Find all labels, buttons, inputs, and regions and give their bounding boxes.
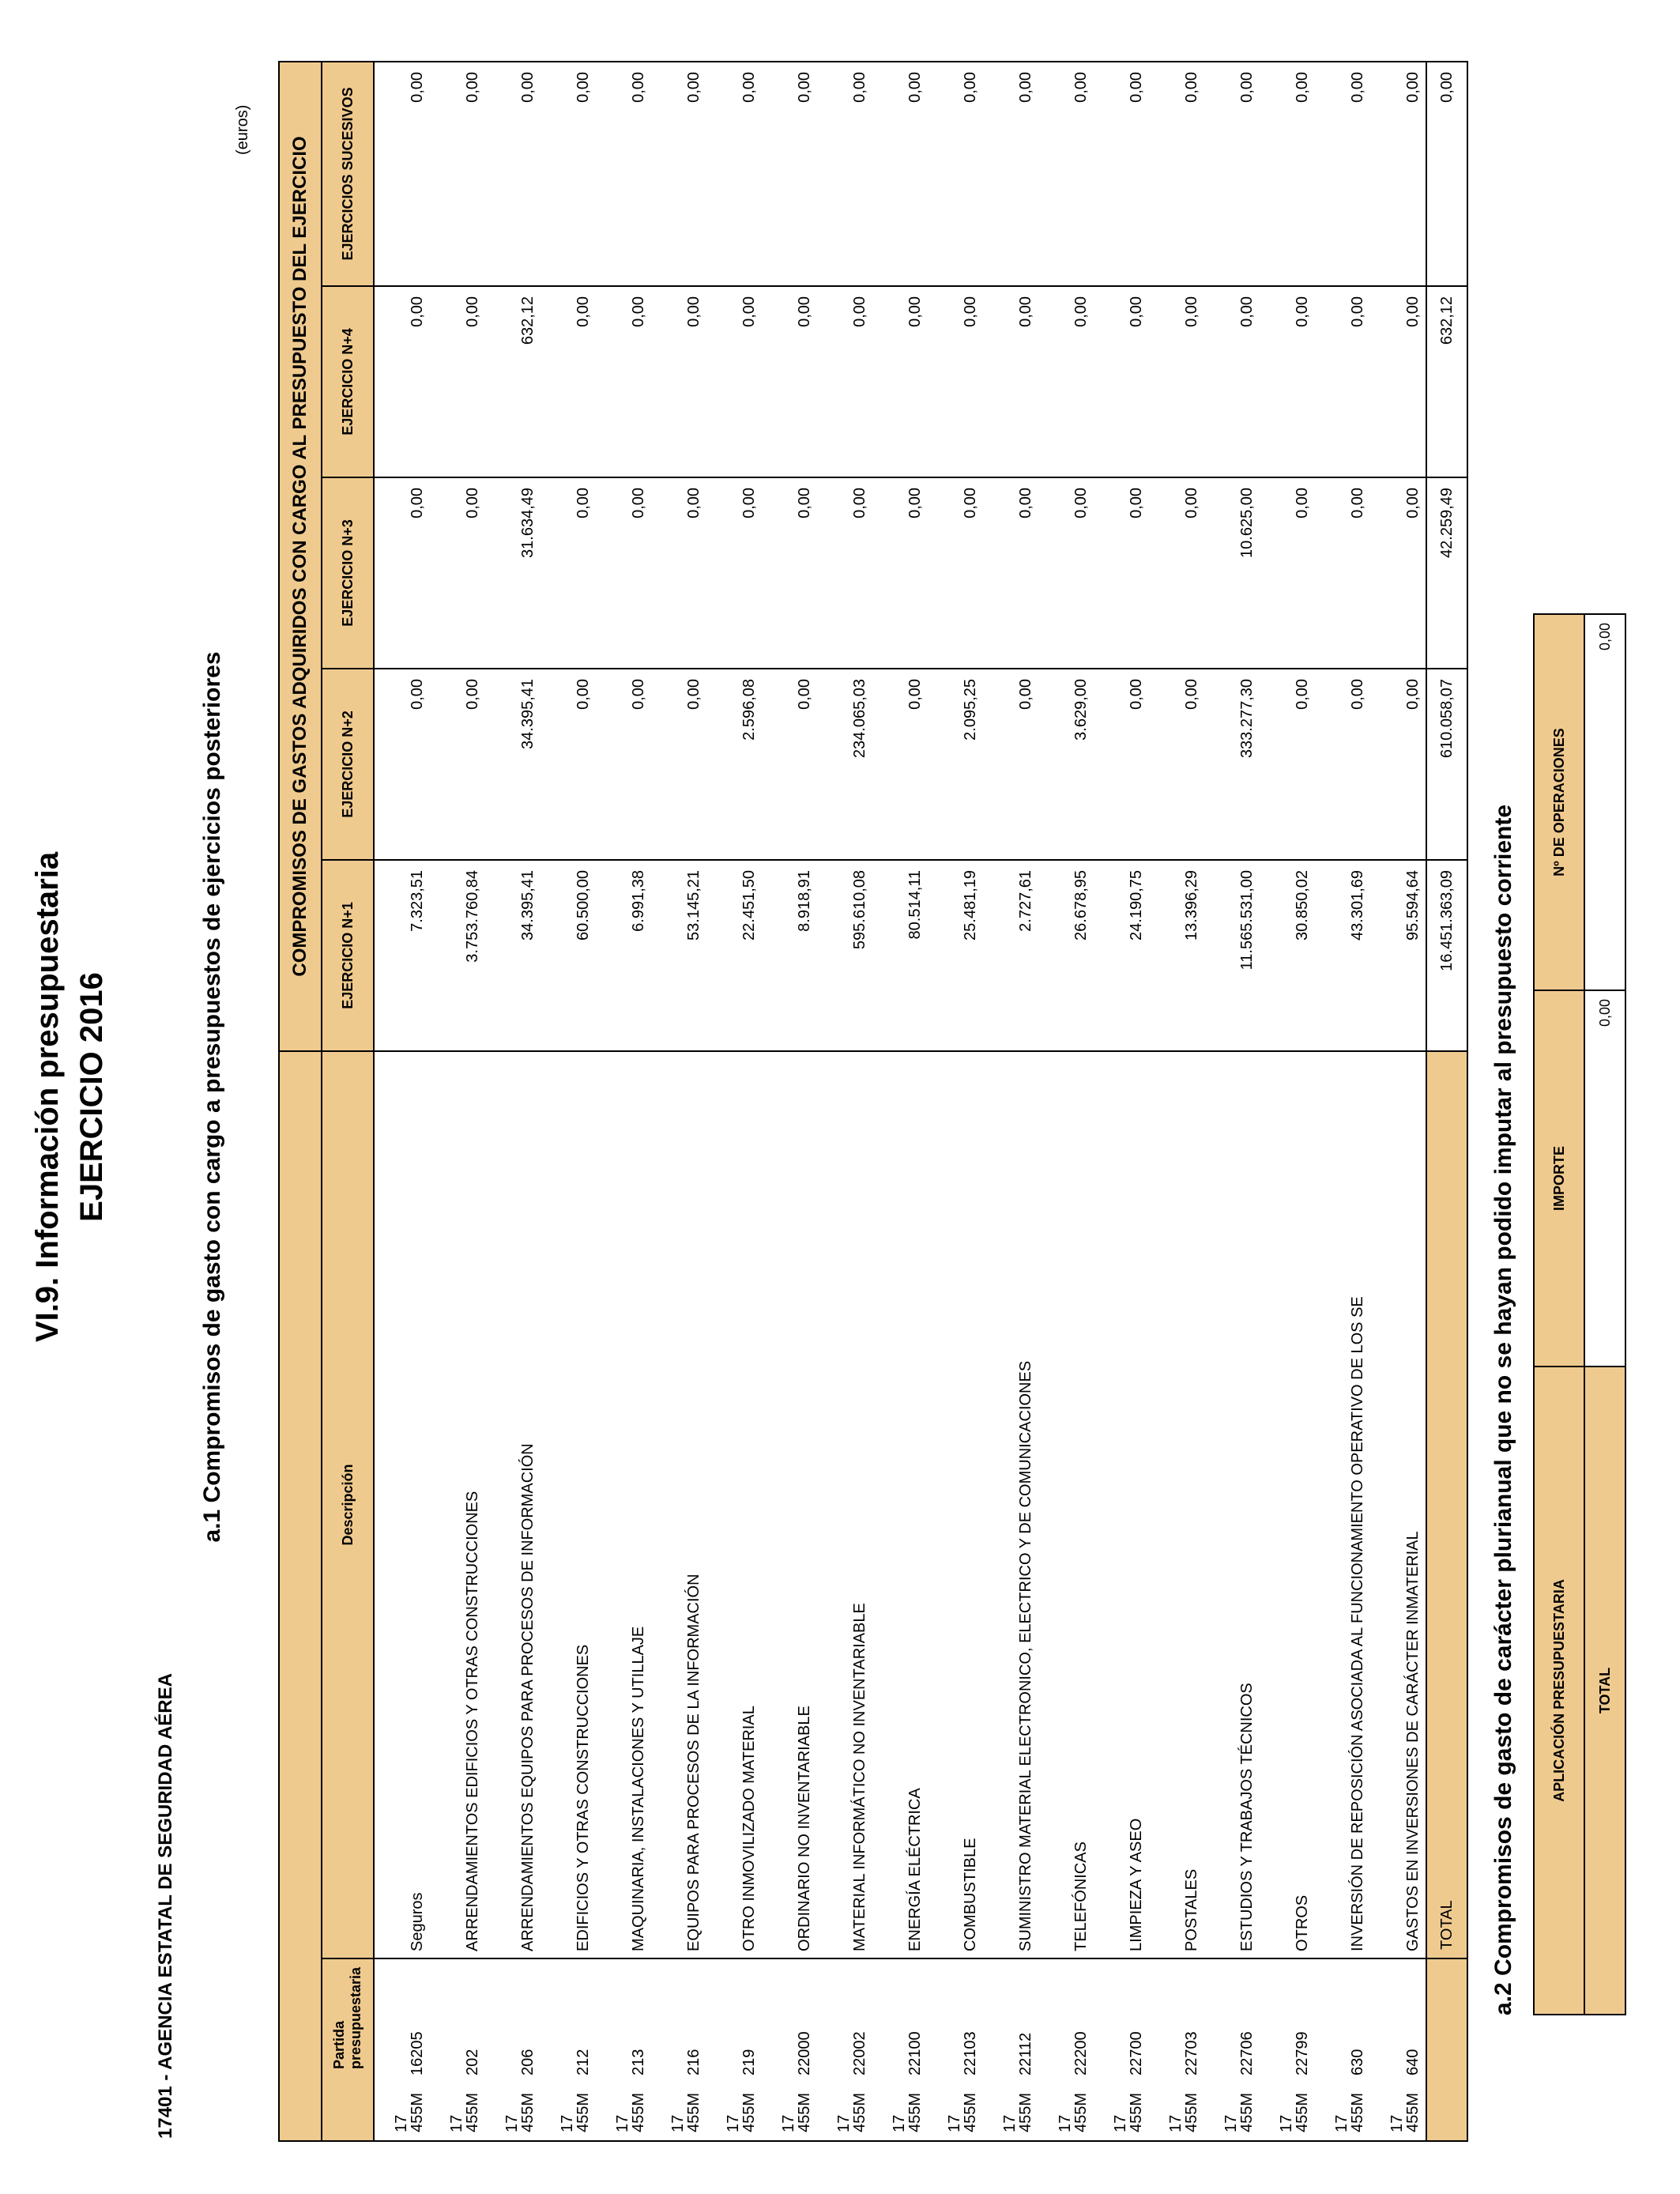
commitments-table (278, 61, 1468, 2142)
concept-code: 213 (630, 2049, 647, 2075)
concept-code: 219 (740, 2049, 758, 2075)
program-code: 17 455M (393, 2092, 426, 2132)
n3-cell: 0,00 (1370, 477, 1426, 669)
partida-cell (1094, 1958, 1149, 2141)
n4-cell: 0,00 (983, 286, 1038, 477)
page-title: VI.9. Información presupuestaria (30, 851, 65, 1343)
description-cell: Seguros (374, 1051, 430, 1958)
n4-cell: 0,00 (706, 286, 762, 477)
col-header-descripcion: Descripción (322, 1051, 374, 1958)
n4-cell: 0,00 (1315, 286, 1370, 477)
n1-cell: 26.678,95 (1038, 860, 1094, 1051)
n2-cell: 333.277,30 (1204, 669, 1260, 860)
n2-cell: 0,00 (1370, 669, 1426, 860)
concept-code: 640 (1404, 2049, 1422, 2075)
col-header-importe: IMPORTE (1534, 990, 1584, 1367)
table-row (485, 62, 541, 2141)
description-cell: SUMINISTRO MATERIAL ELECTRONICO, ELECTRICO Y DE COMUNICACIONES (983, 1051, 1038, 1958)
description-cell: ARRENDAMIENTOS EQUIPOS PARA PROCESOS DE INFORMACIÓN (485, 1051, 541, 1958)
sucesivos-cell: 0,00 (1038, 62, 1094, 286)
n2-cell: 3.629,00 (1038, 669, 1094, 860)
description-cell: MAQUINARIA, INSTALACIONES Y UTILLAJE (596, 1051, 651, 1958)
table-row (817, 62, 872, 2141)
partida-cell (1204, 1958, 1260, 2141)
n2-cell: 0,00 (1094, 669, 1149, 860)
total-n4: 632,12 (1426, 286, 1467, 477)
t2-total-operaciones: 0,00 (1584, 614, 1625, 990)
partida-cell (928, 1958, 983, 2141)
table-row (762, 62, 817, 2141)
description-cell: ENERGÍA ELÉCTRICA (872, 1051, 928, 1958)
n4-cell: 0,00 (762, 286, 817, 477)
section-a2-heading: a.2 Compromisos de gasto de carácter plurianual que no se hayan podido imputar al presupuesto corriente (1490, 804, 1516, 2015)
n1-cell: 34.395,41 (485, 860, 541, 1051)
n1-cell: 30.850,02 (1260, 860, 1315, 1051)
total-label: TOTAL (1426, 1051, 1467, 1958)
n4-cell: 0,00 (1260, 286, 1315, 477)
col-header-sucesivos: EJERCICIOS SUCESIVOS (322, 62, 374, 286)
program-code: 17 455M (1001, 2092, 1034, 2132)
concept-code: 22703 (1183, 2031, 1200, 2075)
t2-total-label: TOTAL (1584, 1367, 1625, 2015)
n2-cell: 34.395,41 (485, 669, 541, 860)
table-row (1149, 62, 1204, 2141)
sucesivos-cell: 0,00 (872, 62, 928, 286)
n2-cell: 0,00 (762, 669, 817, 860)
concept-code: 22799 (1294, 2031, 1311, 2075)
program-code: 17 455M (835, 2092, 868, 2132)
program-code: 17 455M (891, 2092, 924, 2132)
n1-cell: 60.500,00 (541, 860, 596, 1051)
n3-cell: 0,00 (706, 477, 762, 669)
sucesivos-cell: 0,00 (762, 62, 817, 286)
n1-cell: 595.610,08 (817, 860, 872, 1051)
n3-cell: 0,00 (1149, 477, 1204, 669)
n3-cell: 0,00 (817, 477, 872, 669)
sucesivos-cell: 0,00 (1370, 62, 1426, 286)
n1-cell: 95.594,64 (1370, 860, 1426, 1051)
table-row (541, 62, 596, 2141)
n3-cell: 10.625,00 (1204, 477, 1260, 669)
description-cell: TELEFÓNICAS (1038, 1051, 1094, 1958)
concept-code: 22000 (796, 2031, 813, 2075)
col-header-n1: EJERCICIO N+1 (322, 860, 374, 1051)
n2-cell: 0,00 (430, 669, 485, 860)
partida-cell (1260, 1958, 1315, 2141)
concept-code: 212 (574, 2049, 592, 2075)
partida-cell (872, 1958, 928, 2141)
program-code: 17 455M (1112, 2092, 1145, 2132)
n1-cell: 11.565.531,00 (1204, 860, 1260, 1051)
n1-cell: 8.918,91 (762, 860, 817, 1051)
n4-cell: 0,00 (817, 286, 872, 477)
n3-cell: 0,00 (596, 477, 651, 669)
program-code: 17 455M (1167, 2092, 1200, 2132)
concept-code: 216 (685, 2049, 703, 2075)
table-row (706, 62, 762, 2141)
sucesivos-cell: 0,00 (817, 62, 872, 286)
n2-cell: 0,00 (1260, 669, 1315, 860)
description-cell: INVERSIÓN DE REPOSICIÓN ASOCIADA AL FUNCIONAMIENTO OPERATIVO DE LOS SE (1315, 1051, 1370, 1958)
program-code: 17 455M (725, 2092, 758, 2132)
table-row (983, 62, 1038, 2141)
partida-cell (541, 1958, 596, 2141)
table-row (430, 62, 485, 2141)
n2-cell: 0,00 (1149, 669, 1204, 860)
partida-cell (983, 1958, 1038, 2141)
program-code: 17 455M (448, 2092, 481, 2132)
units-label: (euros) (234, 104, 251, 155)
n4-cell: 0,00 (1204, 286, 1260, 477)
n3-cell: 0,00 (651, 477, 706, 669)
concept-code: 22706 (1238, 2031, 1256, 2075)
table-row (1315, 62, 1370, 2141)
n2-cell: 2.596,08 (706, 669, 762, 860)
table-row (928, 62, 983, 2141)
n1-cell: 13.396,29 (1149, 860, 1204, 1051)
partida-cell (430, 1958, 485, 2141)
n2-cell: 0,00 (374, 669, 430, 860)
description-cell: MATERIAL INFORMÁTICO NO INVENTARIABLE (817, 1051, 872, 1958)
col-header-partida: Partida presupuestaria (322, 1958, 374, 2141)
n1-cell: 6.991,38 (596, 860, 651, 1051)
sucesivos-cell: 0,00 (1315, 62, 1370, 286)
sucesivos-cell: 0,00 (928, 62, 983, 286)
description-cell: POSTALES (1149, 1051, 1204, 1958)
n3-cell: 31.634,49 (485, 477, 541, 669)
description-cell: EDIFICIOS Y OTRAS CONSTRUCCIONES (541, 1051, 596, 1958)
partida-cell (762, 1958, 817, 2141)
n3-cell: 0,00 (872, 477, 928, 669)
concept-code: 630 (1349, 2049, 1366, 2075)
col-header-operaciones: Nº DE OPERACIONES (1534, 614, 1584, 990)
sucesivos-cell: 0,00 (706, 62, 762, 286)
partida-cell (817, 1958, 872, 2141)
n1-cell: 3.753.760,84 (430, 860, 485, 1051)
total-sucesivos: 0,00 (1426, 62, 1467, 286)
n4-cell: 0,00 (1370, 286, 1426, 477)
description-cell: EQUIPOS PARA PROCESOS DE LA INFORMACIÓN (651, 1051, 706, 1958)
n1-cell: 7.323,51 (374, 860, 430, 1051)
description-cell: ORDINARIO NO INVENTARIABLE (762, 1051, 817, 1958)
table-row (872, 62, 928, 2141)
n3-cell: 0,00 (1038, 477, 1094, 669)
concept-code: 202 (464, 2049, 481, 2075)
section-a1-heading: a.1 Compromisos de gasto con cargo a presupuestos de ejercicios posteriores (199, 651, 225, 1543)
n3-cell: 0,00 (430, 477, 485, 669)
program-code: 17 455M (1333, 2092, 1366, 2132)
col-header-n2: EJERCICIO N+2 (322, 669, 374, 860)
description-cell: COMBUSTIBLE (928, 1051, 983, 1958)
concept-code: 16205 (409, 2031, 426, 2075)
n2-cell: 2.095,25 (928, 669, 983, 860)
partida-cell (374, 1958, 430, 2141)
description-cell: OTRO INMOVILIZADO MATERIAL (706, 1051, 762, 1958)
n4-cell: 0,00 (541, 286, 596, 477)
partida-cell (596, 1958, 651, 2141)
n4-cell: 0,00 (1038, 286, 1094, 477)
total-n2: 610.058,07 (1426, 669, 1467, 860)
concept-code: 22100 (906, 2031, 924, 2075)
sucesivos-cell: 0,00 (1204, 62, 1260, 286)
partida-cell (1315, 1958, 1370, 2141)
description-cell: GASTOS EN INVERSIONES DE CARÁCTER INMATERIAL (1370, 1051, 1426, 1958)
n2-cell: 0,00 (1315, 669, 1370, 860)
table-row (374, 62, 430, 2141)
n1-cell: 53.145,21 (651, 860, 706, 1051)
col-header-aplicacion: APLICACIÓN PRESUPUESTARIA (1534, 1367, 1584, 2015)
col-header-n4: EJERCICIO N+4 (322, 286, 374, 477)
concept-code: 22112 (1017, 2032, 1034, 2075)
n4-cell: 632,12 (485, 286, 541, 477)
n4-cell: 0,00 (596, 286, 651, 477)
program-code: 17 455M (559, 2092, 592, 2132)
n2-cell: 0,00 (651, 669, 706, 860)
n3-cell: 0,00 (983, 477, 1038, 669)
table-row (1038, 62, 1094, 2141)
partida-cell (1038, 1958, 1094, 2141)
description-cell: OTROS (1260, 1051, 1315, 1958)
n4-cell: 0,00 (374, 286, 430, 477)
sucesivos-cell: 0,00 (596, 62, 651, 286)
partida-cell (1370, 1958, 1426, 2141)
program-code: 17 455M (1057, 2092, 1090, 2132)
n3-cell: 0,00 (1315, 477, 1370, 669)
n2-cell: 0,00 (983, 669, 1038, 860)
n3-cell: 0,00 (762, 477, 817, 669)
n4-cell: 0,00 (430, 286, 485, 477)
n3-cell: 0,00 (1260, 477, 1315, 669)
sucesivos-cell: 0,00 (541, 62, 596, 286)
n3-cell: 0,00 (374, 477, 430, 669)
n1-cell: 25.481,19 (928, 860, 983, 1051)
program-code: 17 455M (1222, 2092, 1256, 2132)
sucesivos-cell: 0,00 (983, 62, 1038, 286)
program-code: 17 455M (946, 2092, 979, 2132)
n4-cell: 0,00 (1094, 286, 1149, 477)
sucesivos-cell: 0,00 (1260, 62, 1315, 286)
partida-cell (706, 1958, 762, 2141)
agency-heading: 17401 - AGENCIA ESTATAL DE SEGURIDAD AÉREA (155, 1673, 176, 2139)
description-cell: ESTUDIOS Y TRABAJOS TÉCNICOS (1204, 1051, 1260, 1958)
sucesivos-cell: 0,00 (485, 62, 541, 286)
n2-cell: 0,00 (872, 669, 928, 860)
partida-cell (1149, 1958, 1204, 2141)
page-subtitle-year: EJERCICIO 2016 (74, 972, 109, 1222)
program-code: 17 455M (780, 2092, 813, 2132)
sucesivos-cell: 0,00 (1094, 62, 1149, 286)
group-header: COMPROMISOS DE GASTOS ADQUIRIDOS CON CARGO AL PRESUPUESTO DEL EJERCICIO (279, 62, 322, 1051)
n4-cell: 0,00 (928, 286, 983, 477)
n2-cell: 0,00 (541, 669, 596, 860)
col-header-n3: EJERCICIO N+3 (322, 477, 374, 669)
table-row (1370, 62, 1426, 2141)
header-spacer (279, 1051, 322, 2141)
n4-cell: 0,00 (872, 286, 928, 477)
program-code: 17 455M (669, 2092, 703, 2132)
table-body (374, 62, 1426, 2141)
n4-cell: 0,00 (651, 286, 706, 477)
t2-total-importe: 0,00 (1584, 990, 1625, 1367)
concept-code: 22200 (1072, 2031, 1090, 2075)
n1-cell: 43.301,69 (1315, 860, 1370, 1051)
n2-cell: 0,00 (596, 669, 651, 860)
program-code: 17 455M (614, 2092, 647, 2132)
sucesivos-cell: 0,00 (374, 62, 430, 286)
n3-cell: 0,00 (1094, 477, 1149, 669)
n1-cell: 22.451,50 (706, 860, 762, 1051)
plurianual-table (1533, 613, 1626, 2015)
description-cell: LIMPIEZA Y ASEO (1094, 1051, 1149, 1958)
total-n3: 42.259,49 (1426, 477, 1467, 669)
program-code: 17 455M (1388, 2092, 1422, 2132)
program-code: 17 455M (1278, 2092, 1311, 2132)
table-row (651, 62, 706, 2141)
concept-code: 22103 (962, 2031, 979, 2075)
n3-cell: 0,00 (928, 477, 983, 669)
n1-cell: 2.727,61 (983, 860, 1038, 1051)
n1-cell: 80.514,11 (872, 860, 928, 1051)
concept-code: 206 (519, 2049, 537, 2075)
partida-cell (485, 1958, 541, 2141)
n4-cell: 0,00 (1149, 286, 1204, 477)
total-n1: 16.451.363,09 (1426, 860, 1467, 1051)
description-cell: ARRENDAMIENTOS EDIFICIOS Y OTRAS CONSTRUCCIONES (430, 1051, 485, 1958)
n1-cell: 24.190,75 (1094, 860, 1149, 1051)
program-code: 17 455M (503, 2092, 537, 2132)
table-row (1094, 62, 1149, 2141)
sucesivos-cell: 0,00 (651, 62, 706, 286)
concept-code: 22002 (851, 2031, 868, 2075)
sucesivos-cell: 0,00 (1149, 62, 1204, 286)
n2-cell: 234.065,03 (817, 669, 872, 860)
concept-code: 22700 (1128, 2031, 1145, 2075)
table-row (1260, 62, 1315, 2141)
table-row (596, 62, 651, 2141)
total-spacer (1426, 1958, 1467, 2141)
n3-cell: 0,00 (541, 477, 596, 669)
partida-cell (651, 1958, 706, 2141)
table-row (1204, 62, 1260, 2141)
sucesivos-cell: 0,00 (430, 62, 485, 286)
